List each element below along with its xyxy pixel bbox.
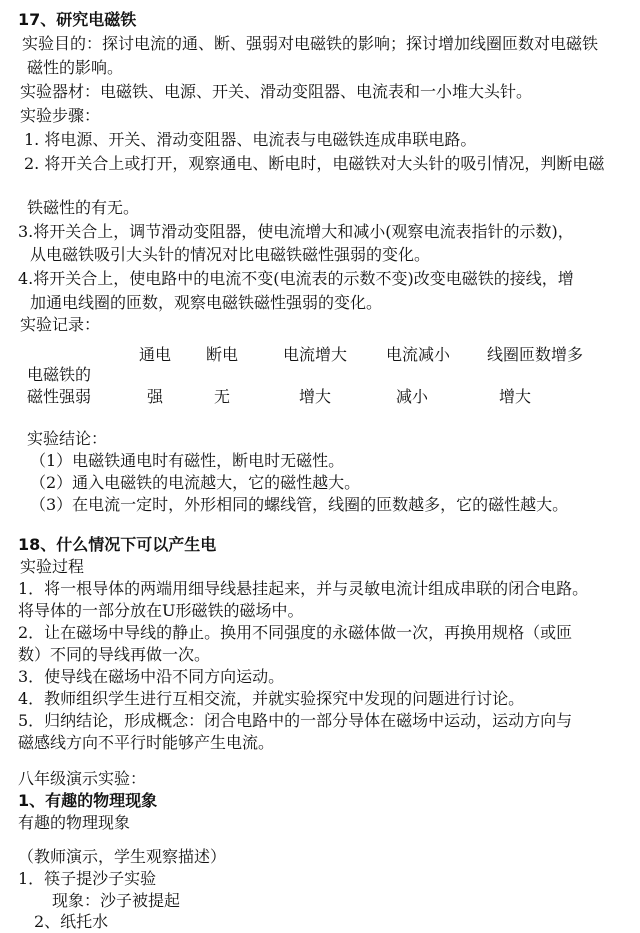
- table-header-cell: 电流减小: [385, 345, 450, 364]
- grade8-phenomenon: 现象：沙子被提起: [52, 891, 181, 910]
- process-2-line-2: 数）不同的导线再做一次。: [18, 645, 211, 664]
- purpose-line-2: 磁性的影响。: [27, 58, 124, 77]
- table-row-label-2: 磁性强弱: [27, 387, 92, 406]
- process-label: 实验过程: [20, 557, 85, 576]
- process-5-line-1: 5．归纳结论，形成概念：闭合电路中的一部分导体在磁场中运动，运动方向与: [18, 711, 573, 730]
- process-2-line-1: 2．让在磁场中导线的静止。换用不同强度的永磁体做一次，再换用规格（或匝: [18, 623, 573, 642]
- grade8-subtitle: 有趣的物理现象: [18, 813, 131, 832]
- purpose-line-1: 实验目的：探讨电流的通、断、强弱对电磁铁的影响；探讨增加线圈匝数对电磁铁: [22, 34, 599, 53]
- section-18-heading: 18、什么情况下可以产生电: [18, 535, 217, 554]
- step-2-line-2: 铁磁性的有无。: [27, 198, 140, 217]
- step-1: 1. 将电源、开关、滑动变阻器、电流表与电磁铁连成串联电路。: [24, 130, 477, 149]
- table-value-cell: 增大: [498, 387, 531, 406]
- steps-label: 实验步骤：: [20, 106, 101, 125]
- grade8-note: （教师演示，学生观察描述）: [18, 847, 227, 866]
- process-5-line-2: 磁感线方向不平行时能够产生电流。: [18, 733, 275, 752]
- process-1-line-2: 将导体的一部分放在U形磁铁的磁场中。: [18, 601, 304, 620]
- table-header-cell: 电流增大: [282, 345, 347, 364]
- step-4-line-2: 加通电线圈的匝数，观察电磁铁磁性强弱的变化。: [30, 293, 383, 312]
- table-value-cell: 无: [213, 387, 230, 406]
- section-17-heading: 17、研究电磁铁: [18, 10, 137, 29]
- conclusion-1: （1）电磁铁通电时有磁性，断电时无磁性。: [30, 451, 345, 470]
- conclusion-3: （3）在电流一定时，外形相同的螺线管，线圈的匝数越多，它的磁性越大。: [30, 495, 569, 514]
- grade8-item-2: 2、纸托水: [34, 912, 109, 931]
- record-label: 实验记录：: [20, 315, 101, 334]
- conclusion-label: 实验结论：: [27, 429, 108, 448]
- table-header-cell: 通电: [138, 345, 171, 364]
- step-2-line-1: 2. 将开关合上或打开，观察通电、断电时，电磁铁对大头针的吸引情况，判断电磁: [24, 154, 605, 173]
- grade8-label: 八年级演示实验：: [18, 769, 147, 788]
- table-header-cell: 线圈匝数增多: [486, 345, 583, 364]
- equipment-line: 实验器材：电磁铁、电源、开关、滑动变阻器、电流表和一小堆大头针。: [20, 82, 533, 101]
- table-value-cell: 增大: [298, 387, 331, 406]
- process-3: 3．使导线在磁场中沿不同方向运动。: [18, 667, 285, 686]
- table-value-cell: 强: [146, 387, 163, 406]
- table-value-cell: 减小: [395, 387, 428, 406]
- conclusion-2: （2）通入电磁铁的电流越大，它的磁性越大。: [30, 473, 361, 492]
- step-3-line-1: 3.将开关合上，调节滑动变阻器，使电流增大和减小(观察电流表指针的示数)，: [18, 222, 574, 241]
- grade8-heading: 1、有趣的物理现象: [18, 791, 158, 810]
- table-header-cell: 断电: [205, 345, 238, 364]
- grade8-item-1: 1．筷子提沙子实验: [18, 869, 157, 888]
- process-1-line-1: 1．将一根导体的两端用细导线悬挂起来，并与灵敏电流计组成串联的闭合电路。: [18, 579, 589, 598]
- step-4-line-1: 4.将开关合上，使电路中的电流不变(电流表的示数不变)改变电磁铁的接线，增: [18, 269, 574, 288]
- process-4: 4．教师组织学生进行互相交流，并就实验探究中发现的问题进行讨论。: [18, 689, 525, 708]
- step-3-line-2: 从电磁铁吸引大头针的情况对比电磁铁磁性强弱的变化。: [30, 245, 431, 264]
- table-row-label-1: 电磁铁的: [27, 365, 92, 384]
